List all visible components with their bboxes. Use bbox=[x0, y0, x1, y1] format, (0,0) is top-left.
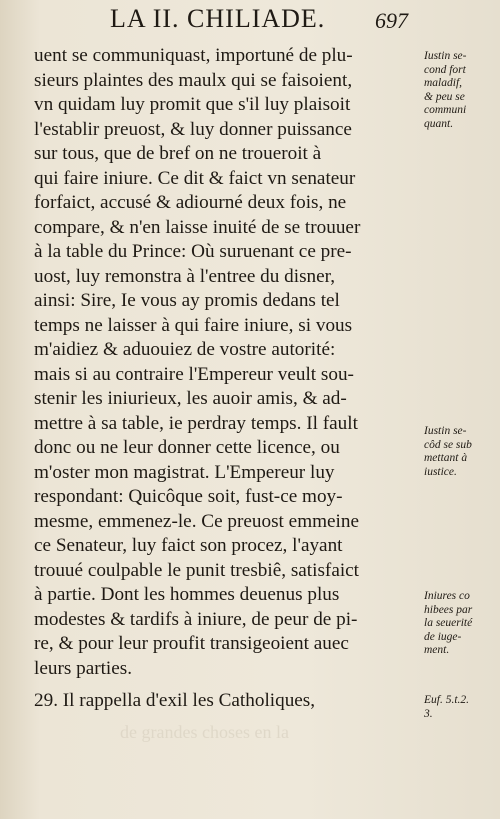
margin-note-line: Iniures co bbox=[424, 590, 470, 602]
text-line: uost, luy remonstra à l'entree du disner, bbox=[34, 265, 336, 287]
running-header: LA II. CHILIADE. bbox=[110, 4, 326, 33]
margin-note-line: Euf. 5.t.2. bbox=[424, 694, 470, 706]
text-line: à partie. Dont les hommes deuenus plus bbox=[34, 584, 340, 605]
text-line: qui faire iniure. Ce dit & faict vn senateur bbox=[34, 167, 356, 189]
text-line: sur tous, que de bref on ne troueroit à bbox=[34, 143, 322, 164]
text-line: stenir les iniurieux, les auoir amis, & ad- bbox=[34, 388, 347, 409]
text-line: mesme, emmenez-le. Ce preuost emmeine bbox=[34, 510, 359, 532]
margin-note-line: & peu se bbox=[424, 90, 465, 103]
margin-note-line: de iuge- bbox=[424, 630, 462, 643]
page-number: 697 bbox=[375, 8, 408, 33]
text-line: leurs parties. bbox=[34, 657, 133, 679]
text-line: forfaict, accusé & adiourné deux fois, ne bbox=[34, 192, 347, 213]
text-line: ainsi: Sire, Ie vous ay promis dedans tel bbox=[34, 290, 340, 311]
text-line: à la table du Prince: Où suruenant ce pre- bbox=[34, 241, 352, 262]
margin-note-justin-sickly bbox=[424, 50, 496, 131]
margin-note-reference bbox=[424, 694, 496, 721]
text-line: sieurs plaintes des maulx qui se faisoient, bbox=[34, 69, 353, 91]
margin-note-line: cond fort bbox=[424, 63, 466, 76]
margin-note-line: 3. bbox=[424, 707, 433, 720]
margin-note-line: la seuerité bbox=[424, 617, 473, 629]
margin-note-line: quant. bbox=[424, 117, 454, 130]
text-line: ce Senateur, luy faict son procez, l'ayant bbox=[34, 535, 343, 556]
margin-note-line: maladif, bbox=[424, 77, 463, 89]
text-line: donc ou ne leur donner cette licence, ou bbox=[34, 437, 340, 458]
text-line: compare, & n'en laisse inuité de se trouuer bbox=[34, 216, 361, 238]
margin-note-line: communi bbox=[424, 104, 467, 116]
text-line: trouué coulpable le punit tresbiê, satisfaict bbox=[34, 559, 360, 581]
text-line: re, & pour leur proufit transigeoient auec bbox=[34, 633, 349, 654]
margin-note-line: iustice. bbox=[424, 465, 457, 478]
margin-note-line: Iustin se- bbox=[424, 50, 467, 62]
text-line: respondant: Quicôque soit, fust-ce moy- bbox=[34, 486, 343, 507]
text-line: temps ne laisser à qui faire iniure, si vous bbox=[34, 314, 353, 336]
text-line: mais si au contraire l'Empereur veult sou- bbox=[34, 363, 354, 385]
text-line: m'oster mon magistrat. L'Empereur luy bbox=[34, 461, 335, 483]
text-line: modestes & tardifs à iniure, de peur de pi- bbox=[34, 608, 358, 630]
margin-note-injuries bbox=[424, 590, 496, 658]
bleed-through-text: de grandes choses en la bbox=[120, 722, 289, 742]
text-line: uent se communiquast, importuné de plu- bbox=[34, 45, 353, 66]
text-line: mettre à sa table, ie perdray temps. Il fault bbox=[34, 412, 358, 434]
text-line: vn quidam luy promit que s'il luy plaisoit bbox=[34, 94, 351, 115]
main-text-block bbox=[34, 44, 414, 681]
text-line: m'aidiez & aduouiez de vostre autorité: bbox=[34, 339, 336, 360]
margin-note-justin-justice bbox=[424, 425, 496, 479]
text-line: l'establir preuost, & luy donner puissance bbox=[34, 118, 352, 140]
margin-note-line: ment. bbox=[424, 644, 450, 656]
margin-note-line: Iustin se- bbox=[424, 425, 467, 437]
margin-note-line: mettant à bbox=[424, 452, 468, 464]
section-29-line: 29. Il rappella d'exil les Catholiques, bbox=[34, 690, 316, 711]
margin-note-line: hibees par bbox=[424, 603, 473, 616]
margin-note-line: côd se sub bbox=[424, 438, 472, 451]
